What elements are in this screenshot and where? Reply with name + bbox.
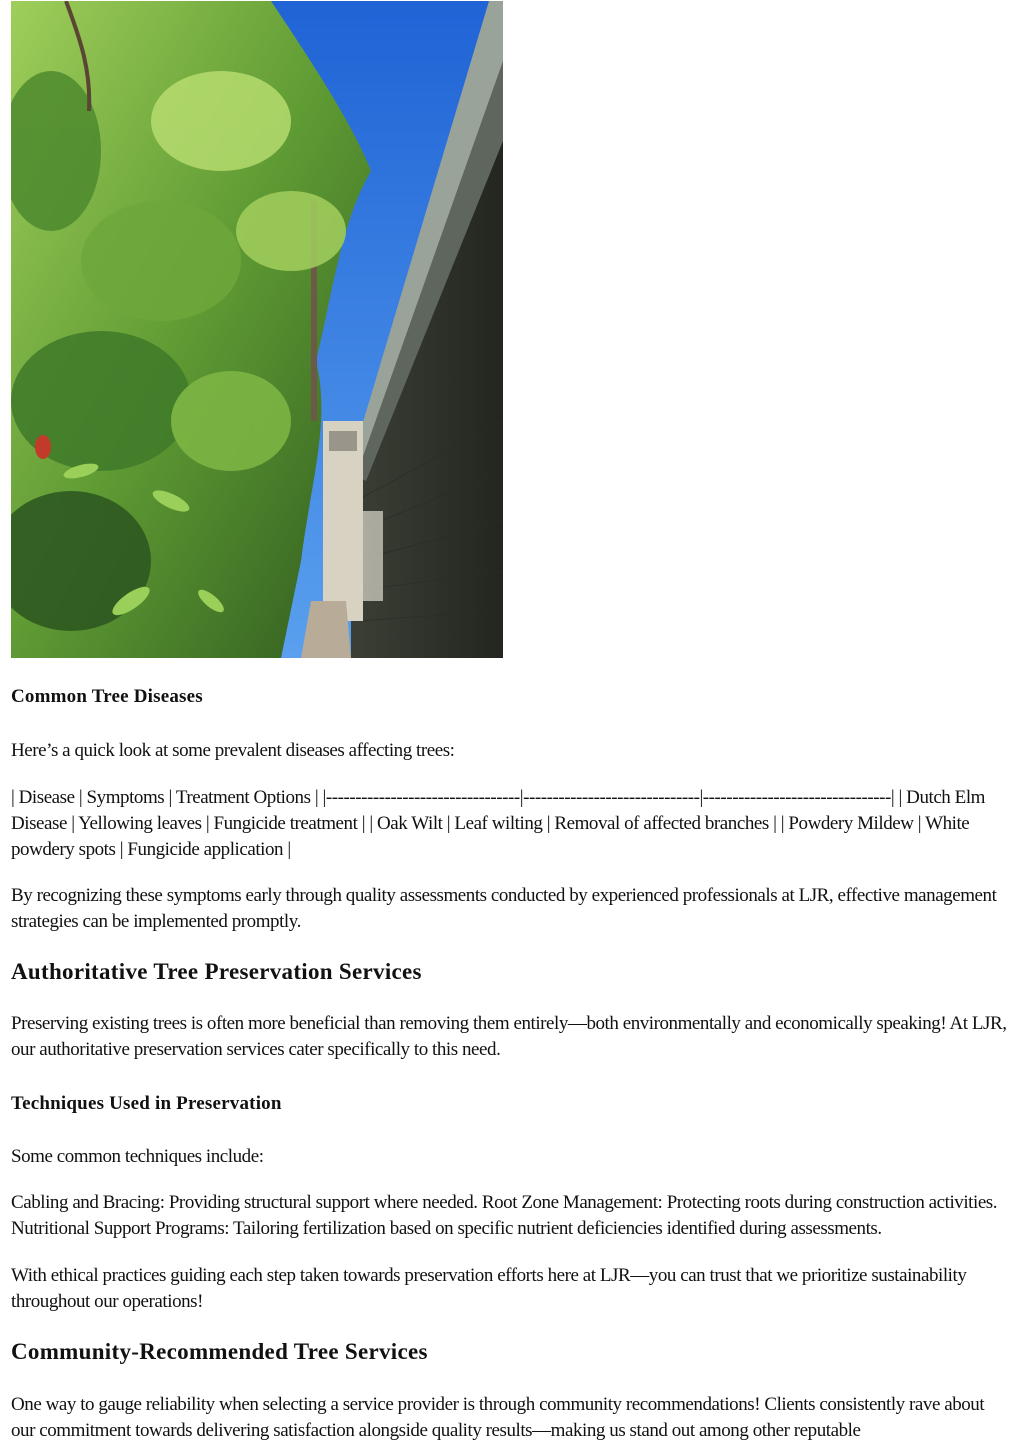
community-intro: One way to gauge reliability when selecting a service provider is through community recommendations! Clients consistently rave about our commitment towards delivering satisfaction alongside quality results—making us stand out among other reputable xyxy=(11,1394,985,1441)
diseases-table-text: | Disease | Symptoms | Treatment Options | |---------------------------------|------------------------------|--------------------------------| | Dutch Elm Disease | Yellowing leaves | Fungicide treatment | | Oak Wilt | Leaf wilting | Removal of affected branches | | Powdery Mildew | White powdery spots | Fungicide application | xyxy=(11,787,985,860)
techniques-intro: Some common techniques include: xyxy=(11,1146,264,1167)
techniques-list: Cabling and Bracing: Providing structural support where needed. Root Zone Management: Protecting roots during construction activities. Nutritional Support Programs: Tailoring fertilization based on specific nutrient deficiencies identified during assessments. xyxy=(11,1192,998,1239)
preservation-heading: Authoritative Tree Preservation Services xyxy=(11,959,422,984)
techniques-heading: Techniques Used in Preservation xyxy=(11,1093,282,1114)
tree-photo xyxy=(11,1,503,658)
diseases-heading: Common Tree Diseases xyxy=(11,686,203,707)
diseases-outro: By recognizing these symptoms early through quality assessments conducted by experienced professionals at LJR, effective management strategies can be implemented promptly. xyxy=(11,885,997,932)
community-heading: Community-Recommended Tree Services xyxy=(11,1339,428,1364)
diseases-intro: Here’s a quick look at some prevalent diseases affecting trees: xyxy=(11,740,455,761)
techniques-outro: With ethical practices guiding each step taken towards preservation efforts here at LJR—you can trust that we prioritize sustainability throughout our operations! xyxy=(11,1265,967,1312)
preservation-intro: Preserving existing trees is often more beneficial than removing them entirely—both environmentally and economically speaking! At LJR, our authoritative preservation services cater specifically to this need. xyxy=(11,1013,1007,1060)
